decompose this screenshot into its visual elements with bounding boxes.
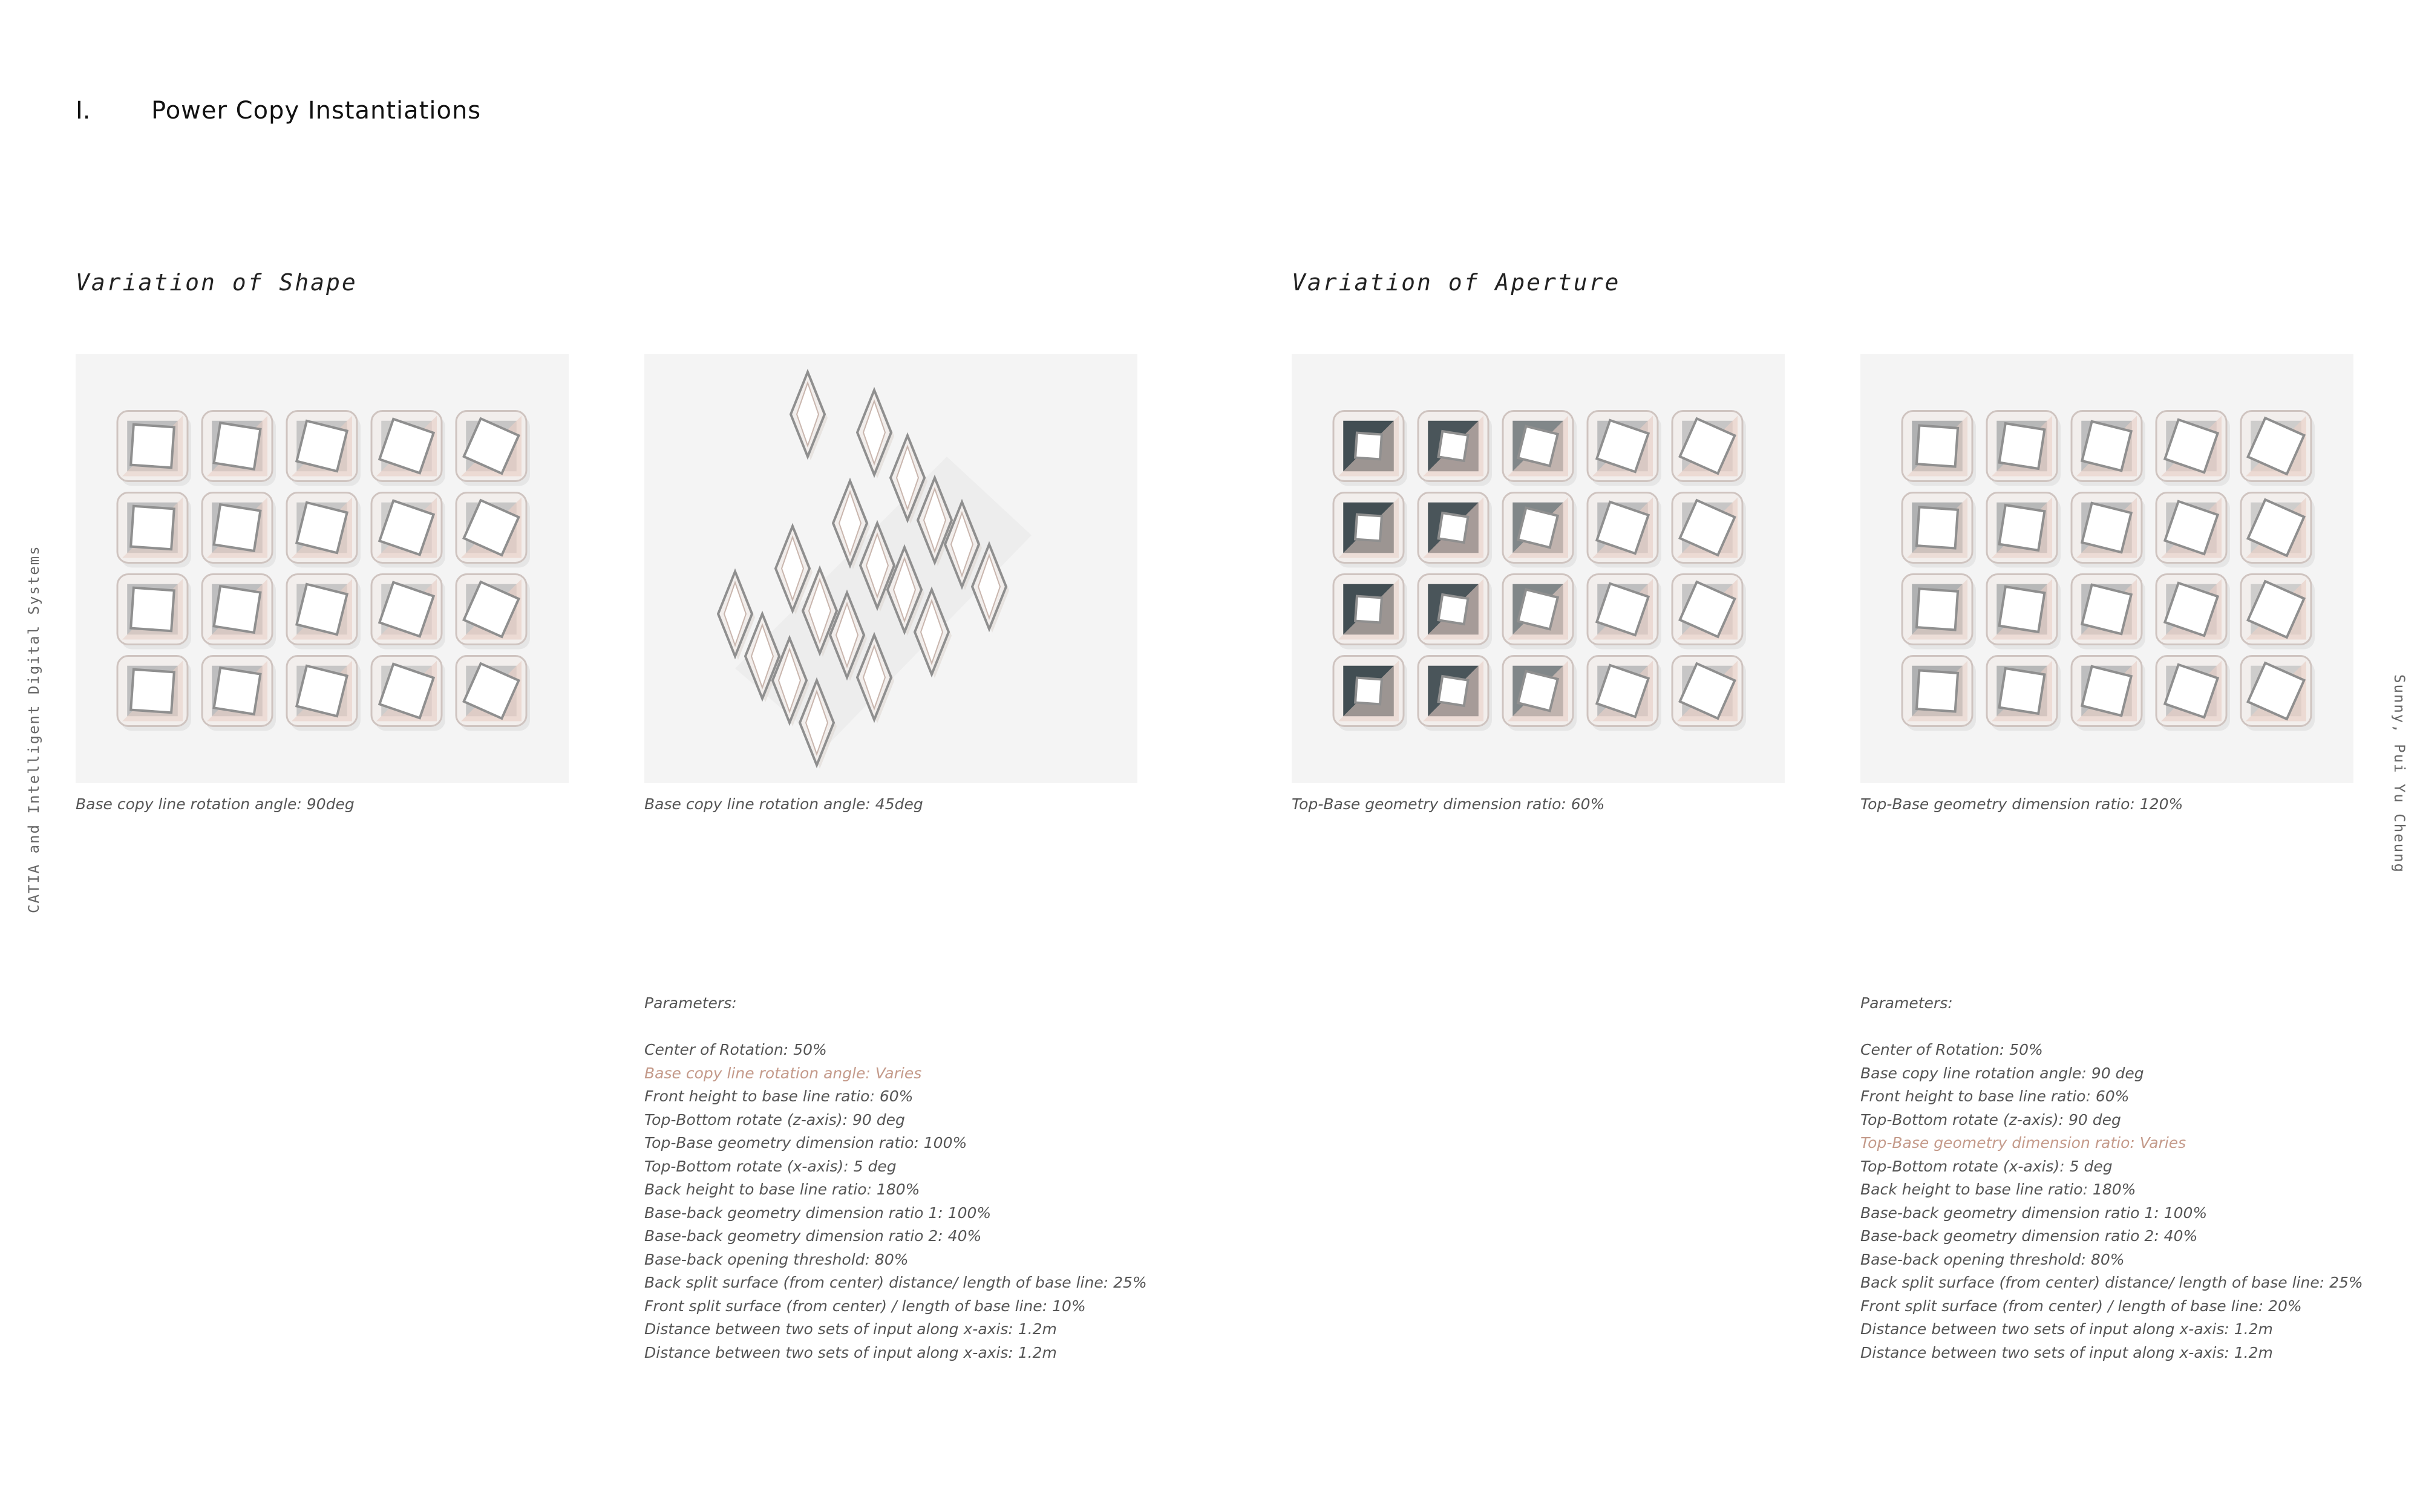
tile-module — [2156, 411, 2230, 486]
render-panel-rotation-90 — [76, 354, 569, 783]
tile-module — [2241, 411, 2315, 486]
heading-variation-of-aperture: Variation of Aperture — [1292, 269, 1621, 296]
tile-module — [287, 411, 361, 486]
parameter-row: Distance between two sets of input along x-axis: 1.2m — [644, 1343, 1057, 1361]
parameter-row: Back height to base line ratio: 180% — [644, 1181, 920, 1198]
parameter-row: Base copy line rotation angle: Varies — [644, 1064, 922, 1082]
parameter-row: Base-back geometry dimension ratio 2: 40% — [1860, 1227, 2198, 1245]
tile-module — [202, 656, 276, 731]
tile-module — [1418, 493, 1492, 568]
tile-module — [1588, 656, 1661, 731]
render-panel-ratio-120 — [1860, 354, 2353, 783]
tile-module — [2072, 575, 2145, 650]
parameter-row: Base copy line rotation angle: 90 deg — [1860, 1064, 2144, 1082]
parameters-list-aperture — [1860, 992, 2363, 1364]
parameter-row: Front height to base line ratio: 60% — [644, 1087, 914, 1105]
tile-module — [1503, 575, 1577, 650]
tile-module — [456, 411, 530, 486]
section-number: I. — [76, 97, 91, 125]
parameter-row: Top-Bottom rotate (x-axis): 5 deg — [1860, 1157, 2113, 1175]
parameter-row: Center of Rotation: 50% — [1860, 1041, 2043, 1058]
tile-module — [202, 575, 276, 650]
caption-ratio-60: Top-Base geometry dimension ratio: 60% — [1292, 795, 1605, 813]
parameter-row: Base-back opening threshold: 80% — [644, 1250, 909, 1268]
tile-module — [2072, 656, 2145, 731]
tile-module — [1418, 656, 1492, 731]
tile-module — [1987, 656, 2061, 731]
tile-module — [371, 411, 445, 486]
page-title: Power Copy Instantiations — [151, 97, 482, 125]
tile-module — [1672, 656, 1746, 731]
parameter-row: Back height to base line ratio: 180% — [1860, 1181, 2136, 1198]
parameter-row: Center of Rotation: 50% — [644, 1041, 827, 1058]
tile-module — [1987, 411, 2061, 486]
caption-rotation-45: Base copy line rotation angle: 45deg — [644, 795, 923, 813]
render-panel-rotation-45 — [644, 354, 1137, 783]
tile-module — [1672, 575, 1746, 650]
tile-module — [1588, 493, 1661, 568]
parameter-row: Base-back geometry dimension ratio 1: 100% — [1860, 1204, 2208, 1222]
caption-ratio-120: Top-Base geometry dimension ratio: 120% — [1860, 795, 2183, 813]
tile-module — [1987, 575, 2061, 650]
tile-module — [117, 411, 191, 486]
tile-module — [371, 493, 445, 568]
parameter-row: Top-Base geometry dimension ratio: Varies — [1860, 1134, 2186, 1152]
parameter-row: Front split surface (from center) / length of base line: 20% — [1860, 1297, 2302, 1315]
render-image — [644, 354, 1137, 783]
tile-module — [857, 390, 894, 478]
parameter-row: Top-Bottom rotate (z-axis): 90 deg — [644, 1110, 905, 1129]
tile-module — [1503, 656, 1577, 731]
tile-module — [117, 493, 191, 568]
parameter-row: Top-Base geometry dimension ratio: 100% — [644, 1134, 967, 1152]
tile-module — [1503, 411, 1577, 486]
parameter-row: Top-Bottom rotate (x-axis): 5 deg — [644, 1157, 897, 1175]
parameter-row: Base-back geometry dimension ratio 1: 100% — [644, 1204, 992, 1222]
tile-module — [1333, 575, 1407, 650]
parameters-heading: Parameters: — [1860, 994, 1953, 1012]
caption-rotation-90: Base copy line rotation angle: 90deg — [76, 795, 355, 813]
tile-module — [1333, 656, 1407, 731]
parameter-row: Top-Bottom rotate (z-axis): 90 deg — [1860, 1110, 2121, 1129]
parameters-heading: Parameters: — [644, 994, 737, 1012]
tile-module — [202, 493, 276, 568]
tile-module — [1418, 575, 1492, 650]
render-panel-ratio-60 — [1292, 354, 1785, 783]
tile-module — [1418, 411, 1492, 486]
tile-module — [287, 493, 361, 568]
tile-module — [1333, 493, 1407, 568]
tile-module — [1902, 656, 1976, 731]
parameter-row: Back split surface (from center) distance/ length of base line: 25% — [644, 1274, 1147, 1291]
tile-module — [1588, 411, 1661, 486]
parameters-list-shape — [644, 992, 1147, 1364]
tile-module — [287, 656, 361, 731]
tile-module — [1987, 493, 2061, 568]
tile-module — [2241, 493, 2315, 568]
tile-module — [456, 575, 530, 650]
tile-module — [1672, 411, 1746, 486]
tile-module — [1503, 493, 1577, 568]
parameter-row: Base-back opening threshold: 80% — [1860, 1250, 2125, 1268]
tile-module — [371, 656, 445, 731]
render-image — [1860, 354, 2353, 783]
tile-module — [1672, 493, 1746, 568]
tile-module — [791, 372, 828, 460]
tile-module — [2072, 411, 2145, 486]
render-image — [1292, 354, 1785, 783]
tile-module — [371, 575, 445, 650]
parameter-row: Base-back geometry dimension ratio 2: 40% — [644, 1227, 982, 1245]
tile-module — [1902, 493, 1976, 568]
tile-module — [1333, 411, 1407, 486]
tile-module — [456, 656, 530, 731]
parameter-row: Front split surface (from center) / length of base line: 10% — [644, 1297, 1086, 1315]
side-label-course: CATIA and Intelligent Digital Systems — [25, 545, 42, 913]
parameter-row: Distance between two sets of input along x-axis: 1.2m — [1860, 1320, 2273, 1338]
parameter-row: Front height to base line ratio: 60% — [1860, 1087, 2130, 1105]
parameter-row: Back split surface (from center) distance/ length of base line: 25% — [1860, 1274, 2363, 1291]
tile-module — [2072, 493, 2145, 568]
tile-module — [117, 656, 191, 731]
tile-module — [2156, 656, 2230, 731]
tile-module — [1588, 575, 1661, 650]
tile-module — [287, 575, 361, 650]
tile-module — [1902, 575, 1976, 650]
parameter-row: Distance between two sets of input along x-axis: 1.2m — [1860, 1343, 2273, 1361]
side-label-author: Sunny, Pui Yu Cheung — [2391, 674, 2408, 873]
tile-module — [117, 575, 191, 650]
tile-module — [2241, 575, 2315, 650]
render-image — [76, 354, 569, 783]
tile-module — [2241, 656, 2315, 731]
tile-module — [2156, 493, 2230, 568]
parameter-row: Distance between two sets of input along x-axis: 1.2m — [644, 1320, 1057, 1338]
tile-module — [1902, 411, 1976, 486]
heading-variation-of-shape: Variation of Shape — [76, 269, 358, 296]
tile-module — [202, 411, 276, 486]
tile-module — [2156, 575, 2230, 650]
tile-module — [456, 493, 530, 568]
